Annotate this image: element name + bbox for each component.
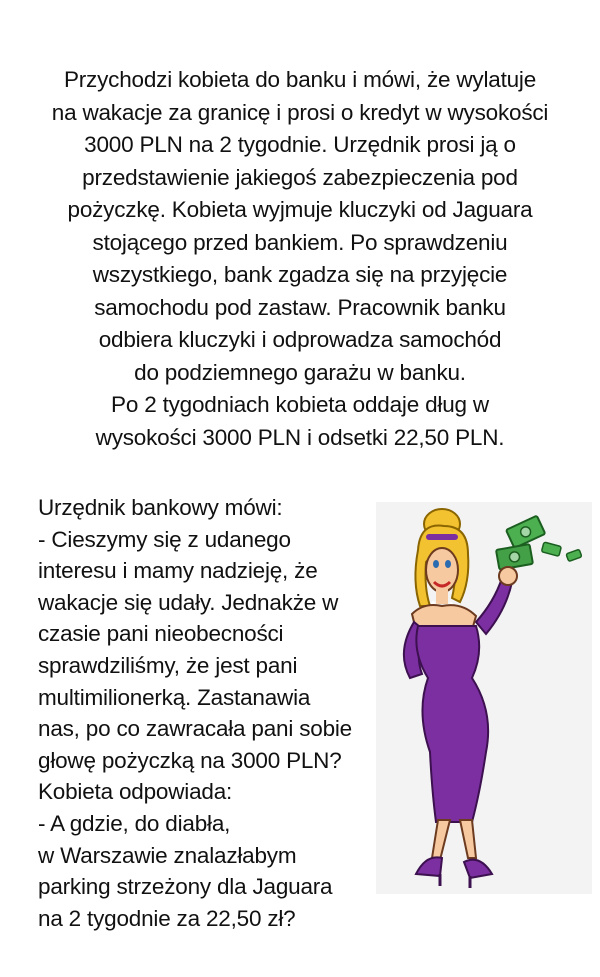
woman-illustration [376,502,592,894]
dialogue-line: głowę pożyczką na 3000 PLN? [38,747,342,773]
intro-line: wysokości 3000 PLN i odsetki 22,50 PLN. [95,424,505,450]
intro-line: stojącego przed bankiem. Po sprawdzeniu [92,229,508,255]
dialogue-line: czasie pani nieobecności [38,621,284,647]
intro-line: odbiera kluczyki i odprowadza samochód [98,327,502,352]
intro-line: Przychodzi kobieta do banku i mówi, że wylatuje [63,67,537,92]
intro-line: przedstawienie jakiegoś zabezpieczenia pod [82,164,518,190]
dialogue-line: nas, po co zawracała pani sobie [38,716,352,742]
dialogue-line: Kobieta odpowiada: [38,779,233,805]
intro-line: Po 2 tygodniach kobieta oddaje dług w [111,392,489,417]
dialogue-line: sprawdziliśmy, że jest pani [38,652,298,678]
intro-line: samochodu pod zastaw. Pracownik banku [94,294,506,320]
intro-paragraph [30,64,570,454]
dialogue-line: na 2 tygodnie za 22,50 zł? [38,905,296,931]
intro-line: do podziemnego garażu w banku. [134,359,466,385]
intro-line: pożyczkę. Kobieta wyjmuje kluczyki od Jaguara [67,197,533,222]
dress-icon [416,626,488,822]
dialogue-line: wakacje się udały. Jednakże w [38,589,339,615]
intro-line: wszystkiego, bank zgadza się na przyjęcie [92,262,508,287]
intro-line: na wakacje za granicę i prosi o kredyt w wysokości [51,99,549,125]
intro-line: 3000 PLN na 2 tygodnie. Urzędnik prosi ją o [84,132,516,157]
dialogue-line: parking strzeżony dla Jaguara [38,874,333,900]
cartoon-woman-icon [376,502,592,894]
dialogue-line: Urzędnik bankowy mówi: [38,495,283,520]
dialogue-line: - Cieszymy się z udanego [38,526,291,552]
dialogue-line: - A gdzie, do diabła, [38,810,231,836]
dialogue-paragraph [38,492,378,934]
dialogue-line: multimilionerką. Zastanawia [38,684,311,710]
money-icon [496,516,582,570]
shoes-icon [416,857,492,888]
dialogue-line: interesu i mamy nadzieję, że [38,558,318,584]
dialogue-line: w Warszawie znalazłabym [38,842,297,868]
